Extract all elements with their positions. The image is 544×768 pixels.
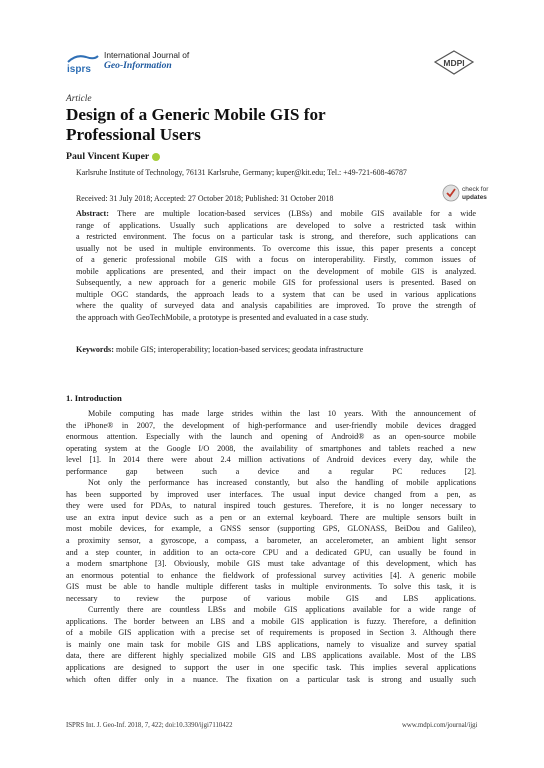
author-row: [66, 151, 160, 162]
article-type: Article: [66, 94, 92, 104]
abstract-line: [76, 208, 476, 220]
body-line: data, there are different highly specialized mobile GIS and LBS applications available. Most of the LBS: [66, 651, 476, 661]
body-line: a proximity sensor, a gyroscope, a compass, a barometer, an accelerometer, an ambient light sensor: [66, 536, 476, 546]
body-line: is mainly one main task for mobile GIS and LBS applications, namely to visualize and survey spatial: [66, 639, 476, 649]
abstract-line: multiple OGC standards, the approach leads to a system that can be used in various applications: [76, 289, 476, 299]
body-line: and a step counter, in addition to an octa-core CPU and a dedicated GPU, can usually be found in: [66, 547, 476, 557]
paper-title: [66, 105, 466, 144]
abstract-line: Subsequently, a new approach for a generic mobile GIS for professional users is presented. Based on: [76, 278, 476, 288]
author-name: Paul Vincent Kuper: [66, 151, 150, 162]
mdpi-logo: [432, 50, 476, 76]
abstract: [76, 208, 476, 323]
affiliation: Karlsruhe Institute of Technology, 76131 Karlsruhe, Germany; kuper@kit.edu; Tel.: +49-721-608-46787: [76, 168, 407, 177]
abstract-line-text: There are multiple location-based services (LBSs) and mobile GIS available for a wide: [117, 209, 476, 218]
body-line: an enormous potential to enhance the fieldwork of professional survey activities [4]. A generic mobile: [66, 570, 476, 580]
body-line: enormous attention. Especially with the launch and opening of Android® as an open-source mobile: [66, 432, 476, 442]
body-line: performance gap between such a device and a regular PC reduces [2].: [66, 466, 476, 476]
abstract-line: where the quality of surveyed data and analysis capabilities are improved. To prove the strength of: [76, 301, 476, 311]
keywords-line: [76, 344, 476, 356]
body-text: [66, 408, 476, 685]
body-line: use an extra input device such as a pen or an external keyboard. There are multiple sensors built in: [66, 512, 476, 522]
journal-name-line2: Geo-Information: [104, 59, 172, 71]
body-line: GIS must be able to handle multiple different tasks in multiple environments. To solve this task, it is: [66, 582, 476, 592]
keywords-label: Keywords:: [76, 345, 114, 354]
body-line: most mobile devices, for example, a GNSS sensor (supporting GPS, GLONASS, BeiDou and Galileo),: [66, 524, 476, 534]
mdpi-logo-text: MDPI: [443, 58, 465, 68]
abstract-line: the approach with GeoTechMobile, a prototype is presented and evaluated in a case study.: [76, 312, 369, 322]
body-line: level [1]. In 2014 there were about 2.4 million activations of Android devices every day, while the: [66, 455, 476, 465]
check-updates-line1: check for: [462, 186, 489, 193]
orcid-icon[interactable]: [152, 153, 160, 161]
keywords-text: mobile GIS; interoperability; location-based services; geodata infrastructure: [115, 345, 364, 354]
abstract-line: mobile applications are presented, and their impact on the development of mobile GIS is analyzed.: [76, 266, 476, 276]
publication-dates: Received: 31 July 2018; Accepted: 27 October 2018; Published: 31 October 2018: [76, 194, 334, 203]
footer-citation: ISPRS Int. J. Geo-Inf. 2018, 7, 422; doi:10.3390/ijgi7110422: [66, 722, 233, 729]
abstract-line: a restricted environment. The focus on a particular task is strong, and therefore, such applications can: [76, 232, 476, 242]
body-line: Not only the performance has increased constantly, but also the handling of mobile applications: [88, 478, 476, 488]
body-line: of a mobile GIS application with a precise set of requirements is proposed in Section 3. Although there: [66, 628, 476, 638]
body-line: a modern smartphone [3]. Obviously, mobile GIS must take advantage of this development, which has: [66, 559, 476, 569]
abstract-line: of a generic professional mobile GIS with a focus on interoperability. Firstly, common issues of: [76, 255, 476, 265]
body-line: which often differ only in a nuance. The fixation on a particular task is strong and usually such: [66, 674, 476, 684]
body-line: Mobile computing has made large strides within the last 10 years. With the announcement of: [88, 409, 476, 418]
journal-name: [104, 50, 189, 71]
isprs-logo: [66, 54, 100, 74]
body-line: applications are designed to support the user in one specific task. This implies several applications: [66, 663, 476, 673]
body-line: Currently there are countless LBSs and mobile GIS applications available for a wide range of: [88, 605, 476, 615]
check-for-updates-badge[interactable]: [442, 182, 502, 204]
abstract-line: range of applications. Usually such applications are developed to solve a restricted task within: [76, 220, 476, 230]
body-line: has been supported by improved user interfaces. The usual input device changed from a pen, as: [66, 489, 476, 499]
paper-title-line1: Design of a Generic Mobile GIS for: [66, 105, 326, 124]
body-line: necessary to review the purpose of various mobile GIS and LBS applications.: [66, 593, 476, 603]
paper-title-line2: Professional Users: [66, 124, 201, 144]
abstract-label: Abstract:: [76, 209, 109, 218]
check-updates-line2: updates: [462, 194, 487, 201]
abstract-line: usually not be used in multiple environments. To overcome this issue, this paper presents a concept: [76, 243, 476, 253]
body-line: applications. The border between an LBS and a mobile GIS application is fuzzy. Therefore, a definition: [66, 616, 476, 626]
body-line: the iPhone® in 2007, the development of high-performance and user-friendly mobile devices dragged: [66, 420, 476, 430]
keywords: [76, 344, 476, 356]
isprs-logo-text: isprs: [67, 64, 91, 74]
footer-url[interactable]: www.mdpi.com/journal/ijgi: [402, 722, 478, 729]
journal-name-line1: International Journal of: [104, 50, 190, 60]
section-heading-introduction: 1. Introduction: [66, 393, 122, 403]
body-line: they were used for PDAs, to natural inspired touch gestures. Therefore, it is no longer necessary to: [66, 501, 476, 511]
body-line: operating system at the Google I/O 2008, the availability of smartphones and tablets reached a new: [66, 443, 476, 453]
